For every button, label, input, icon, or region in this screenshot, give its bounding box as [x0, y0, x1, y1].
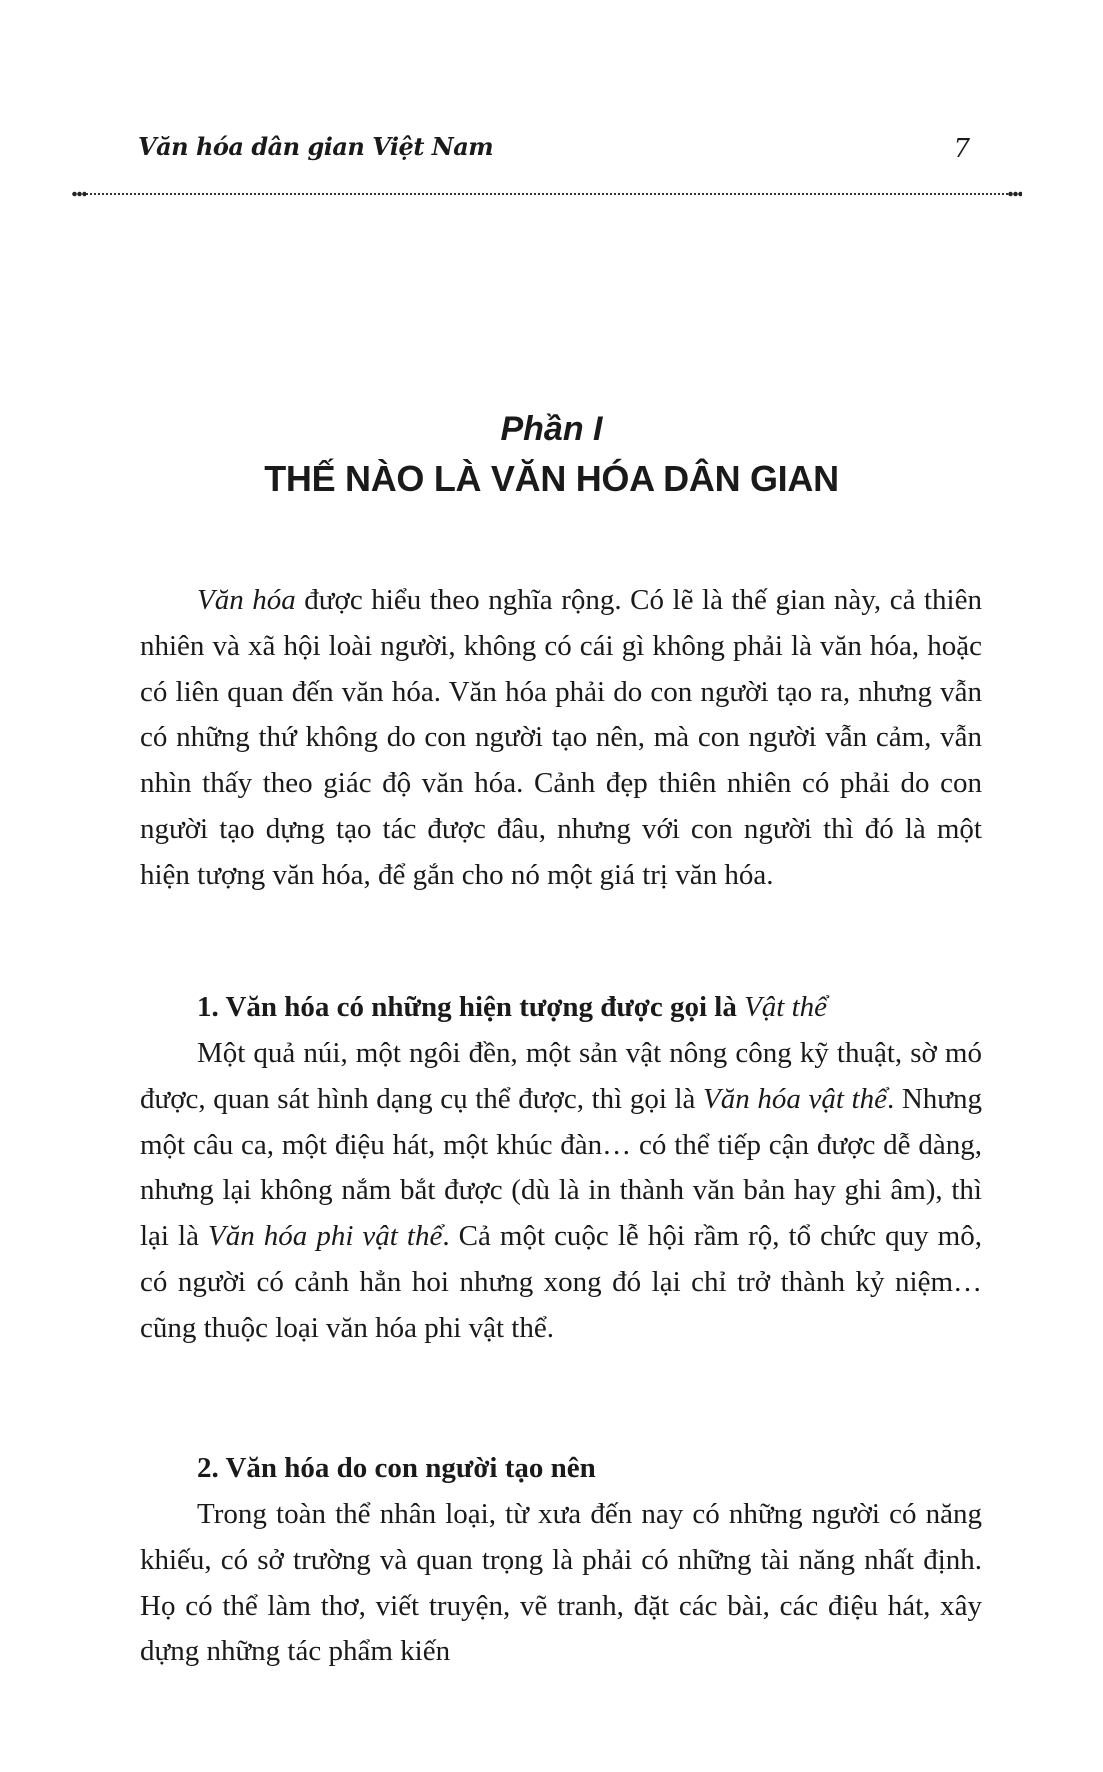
part-label: Phần I — [500, 410, 603, 448]
section1-emphasis1: Văn hóa vật thể — [703, 1082, 887, 1115]
section2-paragraph — [140, 1492, 982, 1675]
section1-text-part3: . Cả một cuộc lễ hội rầm rộ, tổ chức quy mô, có người có cảnh hẳn hoi nhưng xong đó lại chỉ trở thành kỷ niệm… cũng thuộc loại văn hóa phi vật thể. — [140, 1220, 982, 1344]
section1-emphasis2: Văn hóa phi vật thể — [208, 1220, 443, 1253]
section1-heading — [140, 985, 982, 1031]
section2-text: Trong toàn thể nhân loại, từ xưa đến nay có những người có năng khiếu, có sở trường và quan trọng là phải có những tài năng nhất định. Họ có thể làm thơ, viết truyện, vẽ tranh, đặt các bài, các điệu hát, xây dựng những tác phẩm kiến — [140, 1498, 982, 1668]
running-header-title: Văn hóa dân gian Việt Nam — [138, 132, 494, 161]
part-title: THẾ NÀO LÀ VĂN HÓA DÂN GIAN — [264, 458, 839, 499]
rule-dots-right — [1008, 191, 1022, 197]
section1-heading-text: 1. Văn hóa có những hiện tượng được gọi là — [197, 991, 745, 1023]
page-number: 7 — [953, 134, 970, 164]
section1-text-part1: Một quả núi, một ngôi đền, một sản vật nông công kỹ thuật, sờ mó được, quan sát hình dạng cụ thể được, thì gọi là — [140, 1037, 982, 1115]
rule-dotted-line — [86, 193, 1008, 195]
rule-dots-left — [72, 191, 86, 197]
intro-paragraph — [140, 578, 982, 899]
section1-text-part2: . Nhưng một câu ca, một điệu hát, một khúc đàn… có thể tiếp cận được dễ dàng, nhưng lại không nắm bắt được (dù là in thành văn bản hay ghi âm), thì lại là — [140, 1082, 982, 1253]
section1-paragraph — [140, 1031, 982, 1352]
section1-heading-emphasis: Vật thể — [744, 991, 828, 1023]
header-dotted-rule — [72, 190, 1022, 198]
intro-emphasis: Văn hóa — [197, 584, 296, 616]
section2-heading-text: 2. Văn hóa do con người tạo nên — [197, 1452, 596, 1484]
running-header — [138, 132, 978, 172]
intro-text: được hiểu theo nghĩa rộng. Có lẽ là thế gian này, cả thiên nhiên và xã hội loài người, không có cái gì không phải là văn hóa, hoặc có liên quan đến văn hóa. Văn hóa phải do con người tạo ra, nhưng vẫn có những thứ không do con người tạo nên, mà con người vẫn cảm, vẫn nhìn thấy theo giác độ văn hóa. Cảnh đẹp thiên nhiên có phải do con người tạo dựng tạo tác được đâu, nhưng với con người thì đó là một hiện tượng văn hóa, để gắn cho nó một giá trị văn hóa. — [140, 584, 982, 891]
section2-heading — [140, 1446, 982, 1492]
